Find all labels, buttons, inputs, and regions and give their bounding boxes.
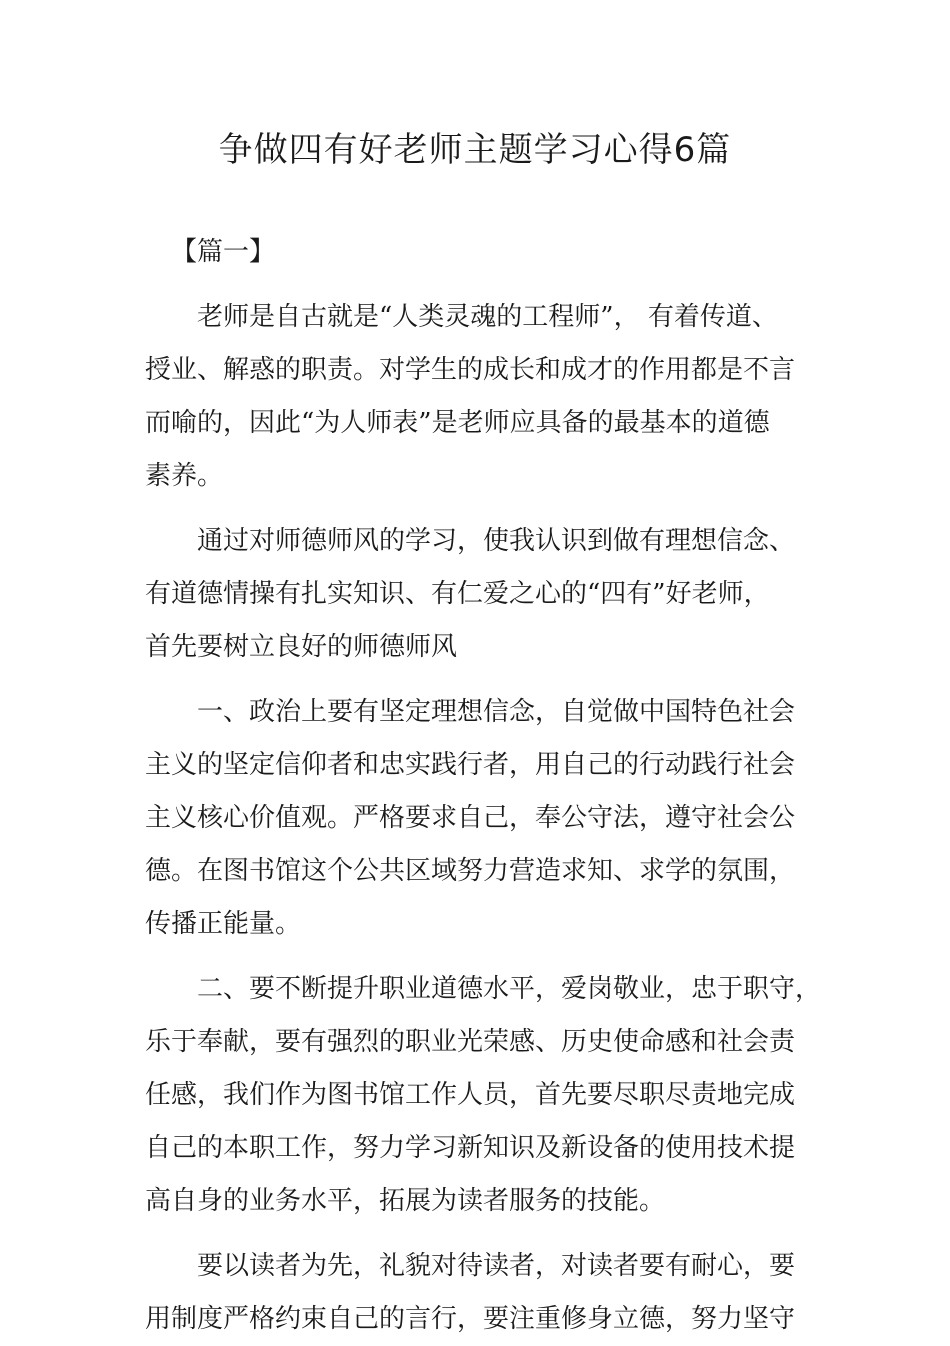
paragraph-1 (145, 291, 825, 503)
paragraph-4 (145, 963, 825, 1228)
paragraph-line: 首先要树立良好的师德师风 (145, 632, 458, 662)
paragraph-line: 德。在图书馆这个公共区域努力营造求知、求学的氛围， (145, 856, 796, 886)
paragraph-line: 素养。 (145, 461, 224, 491)
paragraph-2 (145, 515, 825, 674)
paragraph-line: 主义核心价值观。严格要求自己，奉公守法，遵守社会公 (145, 803, 796, 833)
document-body (145, 226, 825, 1346)
paragraph-line: 任感，我们作为图书馆工作人员，首先要尽职尽责地完成 (145, 1080, 796, 1110)
paragraph-line: 而喻的，因此“为人师表”是老师应具备的最基本的道德 (145, 408, 770, 438)
paragraph-line: 自己的本职工作，努力学习新知识及新设备的使用技术提 (145, 1133, 796, 1163)
paragraph-line: 主义的坚定信仰者和忠实践行者，用自己的行动践行社会 (145, 750, 796, 780)
paragraph-line: 老师是自古就是“人类灵魂的工程师”， 有着传道、 (197, 302, 778, 332)
paragraph-line: 授业、解惑的职责。对学生的成长和成才的作用都是不言 (145, 355, 796, 385)
paragraph-3 (145, 686, 825, 951)
document-title: 争做四有好老师主题学习心得6篇 (218, 130, 732, 170)
paragraph-line: 有道德情操有扎实知识、有仁爱之心的“四有”好老师， (145, 579, 770, 609)
paragraph-line: 二、要不断提升职业道德水平，爱岗敬业，忠于职守， (197, 974, 822, 1004)
paragraph-line: 传播正能量。 (145, 909, 302, 939)
paragraph-line: 乐于奉献，要有强烈的职业光荣感、历史使命感和社会责 (145, 1027, 796, 1057)
paragraph-5 (145, 1240, 825, 1346)
paragraph-line: 高自身的业务水平，拓展为读者服务的技能。 (145, 1186, 666, 1216)
paragraph-line: 通过对师德师风的学习，使我认识到做有理想信念、 (197, 526, 796, 556)
paragraph-line: 用制度严格约束自己的言行，要注重修身立德，努力坚守 (145, 1304, 796, 1334)
section-heading: 【篇一】 (171, 237, 276, 267)
paragraph-line: 一、政治上要有坚定理想信念，自觉做中国特色社会 (197, 697, 796, 727)
paragraph-line: 要以读者为先，礼貌对待读者，对读者要有耐心，要 (197, 1251, 796, 1281)
